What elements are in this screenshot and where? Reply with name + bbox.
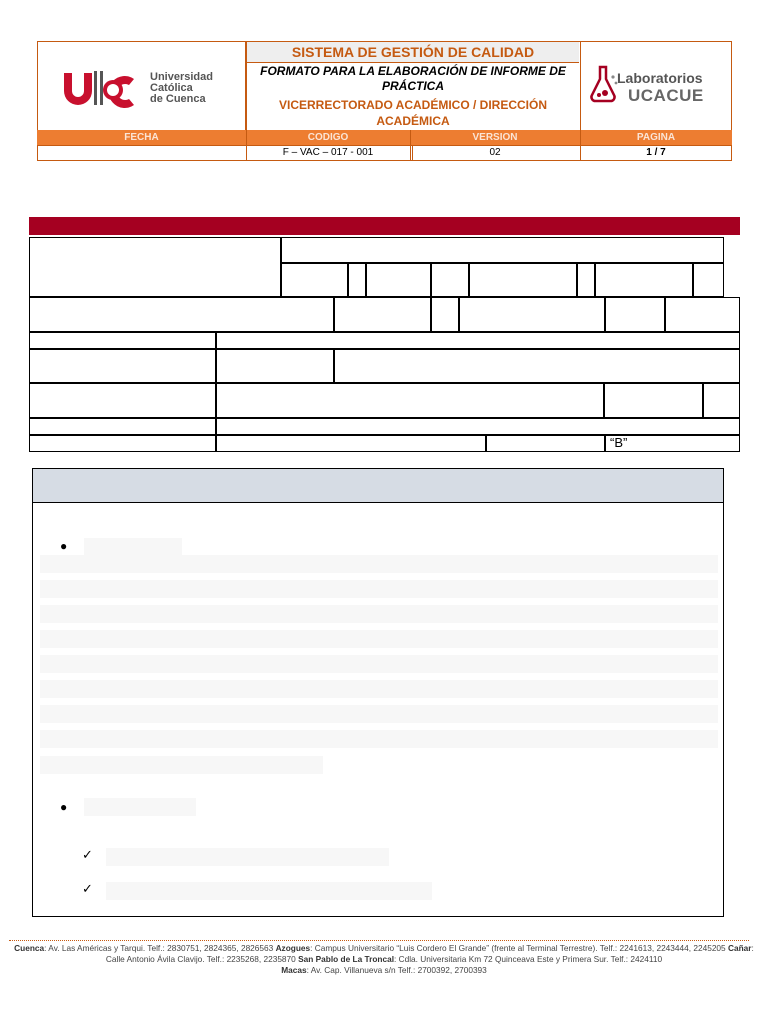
text-line <box>40 756 323 774</box>
form-cell[interactable] <box>366 263 431 297</box>
system-title: SISTEMA DE GESTIÓN DE CALIDAD <box>247 42 579 63</box>
text-line <box>40 555 718 573</box>
form-cell[interactable] <box>577 263 595 297</box>
bullet-heading <box>84 538 182 556</box>
label-pagina: PAGINA <box>636 132 676 143</box>
checkmark-icon: ✓ <box>82 881 93 896</box>
check-item <box>106 848 389 866</box>
form-cell[interactable] <box>469 263 577 297</box>
form-cell[interactable] <box>29 383 216 418</box>
form-cell[interactable] <box>29 349 216 383</box>
vice-title: VICERRECTORADO ACADÉMICO / DIRECCIÓN ACADÉMICA <box>278 98 547 128</box>
form-cell[interactable] <box>486 435 605 452</box>
divider <box>410 130 411 161</box>
divider <box>246 41 247 161</box>
text-line <box>40 705 718 723</box>
value-fecha <box>37 146 246 160</box>
lab-logo-line1: Laboratorios <box>617 70 703 86</box>
text-line <box>40 730 718 748</box>
bullet-icon: ● <box>60 539 68 553</box>
section-header <box>33 469 723 503</box>
footer-cuenca-label: Cuenca <box>14 943 45 953</box>
text-line <box>40 655 718 673</box>
footer-divider <box>9 940 749 941</box>
value-codigo: F – VAC – 017 - 001 <box>282 147 374 158</box>
footer-canar-label: Cañar <box>727 943 752 953</box>
bullet-heading <box>84 798 196 816</box>
form-cell[interactable] <box>29 297 334 332</box>
uc-logo-line1: Universidad <box>150 71 213 83</box>
form-cell[interactable] <box>595 263 693 297</box>
bullet-icon: ● <box>60 800 68 814</box>
form-cell[interactable] <box>216 349 334 383</box>
form-cell[interactable] <box>334 297 431 332</box>
form-cell[interactable] <box>605 297 665 332</box>
form-cell[interactable] <box>459 297 605 332</box>
form-cell[interactable] <box>216 383 604 418</box>
group-mark: “B” <box>610 435 628 450</box>
text-line <box>40 580 718 598</box>
form-cell[interactable] <box>281 237 724 263</box>
footer-macas-label: Macas <box>281 965 307 975</box>
form-cell[interactable] <box>29 237 281 297</box>
form-cell[interactable] <box>29 332 216 349</box>
check-item <box>106 882 432 900</box>
form-cell[interactable] <box>348 263 366 297</box>
uc-logo-text <box>150 72 213 105</box>
footer-sanpablo-text: : Cdla. Universitaria Km 72 Quinceava Este y Primera Sur. Telf.: 2424110 <box>394 954 663 964</box>
form-cell[interactable] <box>431 297 459 332</box>
checkmark-icon: ✓ <box>82 847 93 862</box>
form-cell[interactable] <box>703 383 740 418</box>
form-cell[interactable] <box>216 435 486 452</box>
form-cell[interactable] <box>216 332 740 349</box>
footer-address <box>10 943 758 976</box>
format-title: FORMATO PARA LA ELABORACIÓN DE INFORME DE PRÁCTICA <box>260 64 566 93</box>
lab-logo-line2: UCACUE <box>628 86 704 105</box>
footer-cuenca-text: : Av. Las Américas y Tarqui. Telf.: 2830751, 2824365, 2826563 <box>44 943 276 953</box>
form-cell[interactable] <box>693 263 724 297</box>
footer-sanpablo-label: San Pablo de La Troncal <box>298 954 394 964</box>
footer-azogues-text: : Campus Universitario “Luis Cordero El Grande” (frente al Terminal Terrestre). Telf.: 2241613, 2243444, 2245205 <box>310 943 728 953</box>
footer-azogues-label: Azogues <box>275 943 311 953</box>
form-cell[interactable] <box>334 349 740 383</box>
form-cell[interactable] <box>431 263 469 297</box>
text-line <box>40 605 718 623</box>
form-cell[interactable] <box>665 297 740 332</box>
value-version: 02 <box>489 147 501 158</box>
uc-logo-line2: Católica <box>150 82 193 94</box>
label-version: VERSION <box>472 132 518 143</box>
text-line <box>40 680 718 698</box>
label-codigo: CODIGO <box>307 132 349 143</box>
text-line <box>40 630 718 648</box>
section-red-bar <box>29 217 740 235</box>
form-cell[interactable] <box>216 418 740 435</box>
divider <box>580 41 581 161</box>
divider <box>412 145 413 161</box>
form-cell[interactable] <box>604 383 703 418</box>
form-cell[interactable] <box>29 418 216 435</box>
label-fecha: FECHA <box>124 132 159 143</box>
form-cell[interactable] <box>29 435 216 452</box>
value-pagina: 1 / 7 <box>646 147 666 158</box>
footer-macas-text: : Av. Cap. Villanueva s/n Telf.: 2700392, 2700393 <box>306 965 487 975</box>
footer-canar-text: : Calle Antonio Ávila Clavijo. Telf.: 2235268, 2235870 <box>105 943 754 964</box>
form-cell[interactable] <box>281 263 348 297</box>
uc-logo-line3: de Cuenca <box>150 93 206 105</box>
